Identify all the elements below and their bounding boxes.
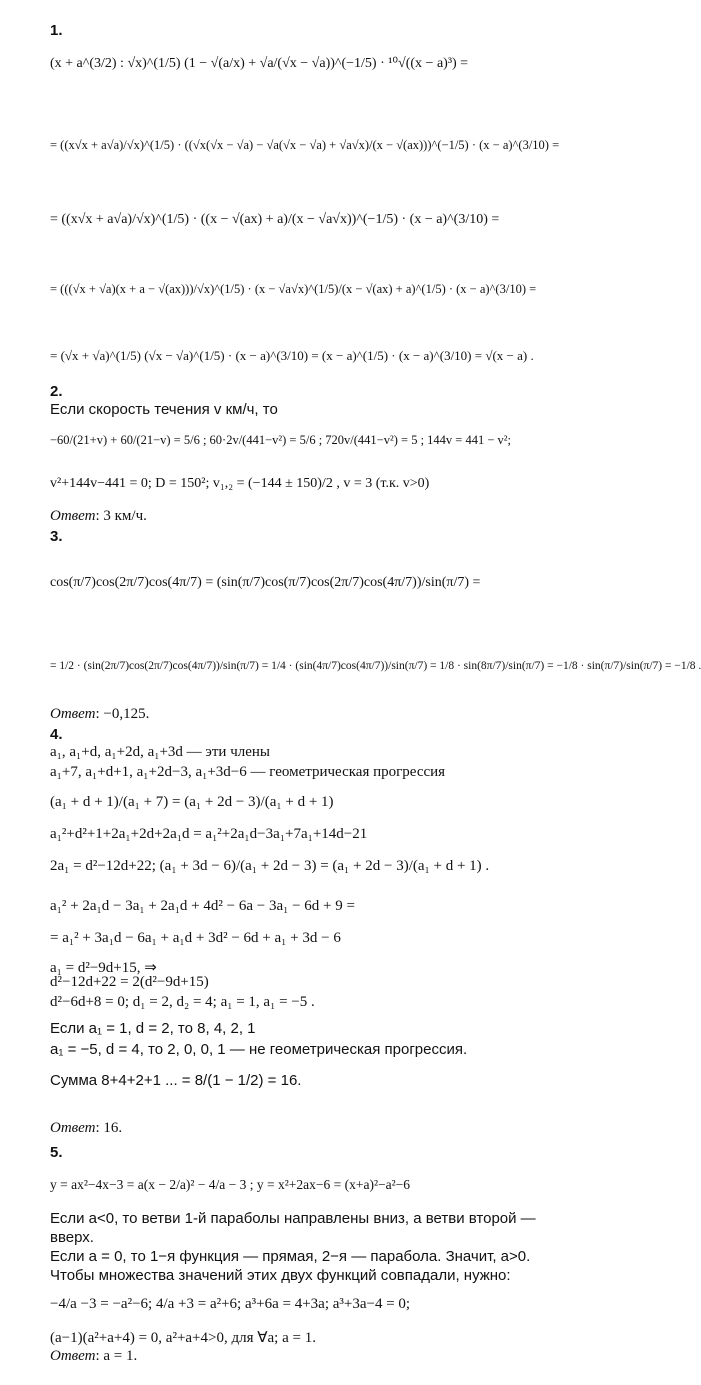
problem-1-line-5: = (√x + √a)^(1/5) (√x − √a)^(1/5) · (x − a)^(3/10) = (x − a)^(1/5) · (x − a)^(3/10) = √(x − a) . <box>50 348 534 363</box>
problem-4-line-10: d²−6d+8 = 0; d₁ = 2, d₂ = 4; a₁ = 1, a₁ = −5 . <box>50 994 315 1010</box>
answer-label: Ответ <box>50 508 96 524</box>
problem-4-answer <box>50 1120 122 1137</box>
problem-4-line-5: 2a₁ = d²−12d+22; (a₁ + 3d − 6)/(a₁ + 2d − 3) = (a₁ + 2d − 3)/(a₁ + d + 1) . <box>50 858 490 874</box>
problem-1-line-4: = (((√x + √a)(x + a − √(ax)))/√x)^(1/5) · (x − √a√x)^(1/5)/(x − √(ax) + a)^(1/5) · (x − a)^(3/10) = <box>50 282 537 296</box>
problem-2-number: 2. <box>50 383 63 400</box>
answer-label: Ответ <box>50 706 96 722</box>
problem-2-line-3: v²+144v−441 = 0; D = 150²; v₁,₂ = (−144 ± 150)/2 , v = 3 (т.к. v>0) <box>50 476 430 491</box>
problem-4-line-9: d²−12d+22 = 2(d²−9d+15) <box>50 974 209 990</box>
problem-1-line-2: = ((x√x + a√a)/√x)^(1/5) · ((√x(√x − √a) − √a(√x − √a) + √a√x)/(x − √(ax)))^(−1/5) · (x − a)^(3/10) = <box>50 138 560 152</box>
problem-4-line-3: (a₁ + d + 1)/(a₁ + 7) = (a₁ + 2d − 3)/(a₁ + d + 1) <box>50 794 334 810</box>
problem-4-number: 4. <box>50 726 63 743</box>
problem-5-answer <box>50 1348 137 1365</box>
problem-5-line-6: −4/a −3 = −a²−6; 4/a +3 = a²+6; a³+6a = 4+3a; a³+3a−4 = 0; <box>50 1296 411 1312</box>
answer-label: Ответ <box>50 1120 96 1136</box>
answer-value: : −0,125. <box>95 706 150 722</box>
answer-label: Ответ <box>50 1348 96 1364</box>
problem-3-line-1: cos(π/7)cos(2π/7)cos(4π/7) = (sin(π/7)cos(π/7)cos(2π/7)cos(4π/7))/sin(π/7) = <box>50 575 481 590</box>
answer-value: : a = 1. <box>95 1348 138 1364</box>
problem-5-line-3: вверх. <box>50 1229 94 1246</box>
problem-1-line-3: = ((x√x + a√a)/√x)^(1/5) · ((x − √(ax) + a)/(x − √a√x))^(−1/5) · (x − a)^(3/10) = <box>50 212 500 227</box>
problem-1-line-1: (x + a^(3/2) : √x)^(1/5) (1 − √(a/x) + √a/(√x − √a))^(−1/5) · ¹⁰√((x − a)³) = <box>50 56 469 71</box>
problem-5-line-1: y = ax²−4x−3 = a(x − 2/a)² − 4/a − 3 ; y = x²+2ax−6 = (x+a)²−a²−6 <box>50 1177 411 1192</box>
problem-3-line-2: = 1/2 · (sin(2π/7)cos(2π/7)cos(4π/7))/sin(π/7) = 1/4 · (sin(4π/7)cos(4π/7))/sin(π/7) = 1/8 · sin(8π/7)/sin(π/7) = −1/8 · sin(π/7)/sin(π/7) = −1/8 . <box>50 660 701 672</box>
problem-1-number: 1. <box>50 22 63 39</box>
answer-value: : 16. <box>95 1120 123 1136</box>
problem-4-line-6: a₁² + 2a₁d − 3a₁ + 2a₁d + 4d² − 6a − 3a₁ − 6d + 9 = <box>50 898 355 914</box>
problem-4-line-1: a₁, a₁+d, a₁+2d, a₁+3d — эти члены <box>50 744 270 760</box>
problem-5-line-5: Чтобы множества значений этих двух функций совпадали, нужно: <box>50 1267 511 1284</box>
problem-5-number: 5. <box>50 1144 63 1161</box>
problem-4-line-2: a₁+7, a₁+d+1, a₁+2d−3, a₁+3d−6 — геометрическая прогрессия <box>50 764 446 780</box>
problem-3-answer <box>50 706 149 723</box>
problem-4-line-13: Сумма 8+4+2+1 ... = 8/(1 − 1/2) = 16. <box>50 1072 302 1089</box>
problem-5-line-2: Если a<0, то ветви 1-й параболы направлены вниз, а ветви второй — <box>50 1210 536 1227</box>
problem-4-line-4: a₁²+d²+1+2a₁+2d+2a₁d = a₁²+2a₁d−3a₁+7a₁+14d−21 <box>50 826 368 842</box>
problem-4-line-7: = a₁² + 3a₁d − 6a₁ + a₁d + 3d² − 6d + a₁ + 3d − 6 <box>50 930 341 946</box>
problem-2-answer <box>50 508 147 525</box>
problem-2-line-1: Если скорость течения v км/ч, то <box>50 401 278 418</box>
problem-3-number: 3. <box>50 528 63 545</box>
problem-2-line-2: −60/(21+v) + 60/(21−v) = 5/6 ; 60·2v/(441−v²) = 5/6 ; 720v/(441−v²) = 5 ; 144v = 441 − v²; <box>50 433 511 447</box>
problem-5-line-7: (a−1)(a²+a+4) = 0, a²+a+4>0, для ∀a; a = 1. <box>50 1330 316 1346</box>
problem-4-line-8: a₁ = d²−9d+15, ⇒ <box>50 960 157 976</box>
problem-4-line-11: Если a₁ = 1, d = 2, то 8, 4, 2, 1 <box>50 1020 256 1037</box>
answer-value: : 3 км/ч. <box>95 508 147 524</box>
problem-5-line-4: Если a = 0, то 1−я функция — прямая, 2−я — парабола. Значит, a>0. <box>50 1248 531 1265</box>
problem-4-line-12: a₁ = −5, d = 4, то 2, 0, 0, 1 — не геометрическая прогрессия. <box>50 1041 468 1058</box>
